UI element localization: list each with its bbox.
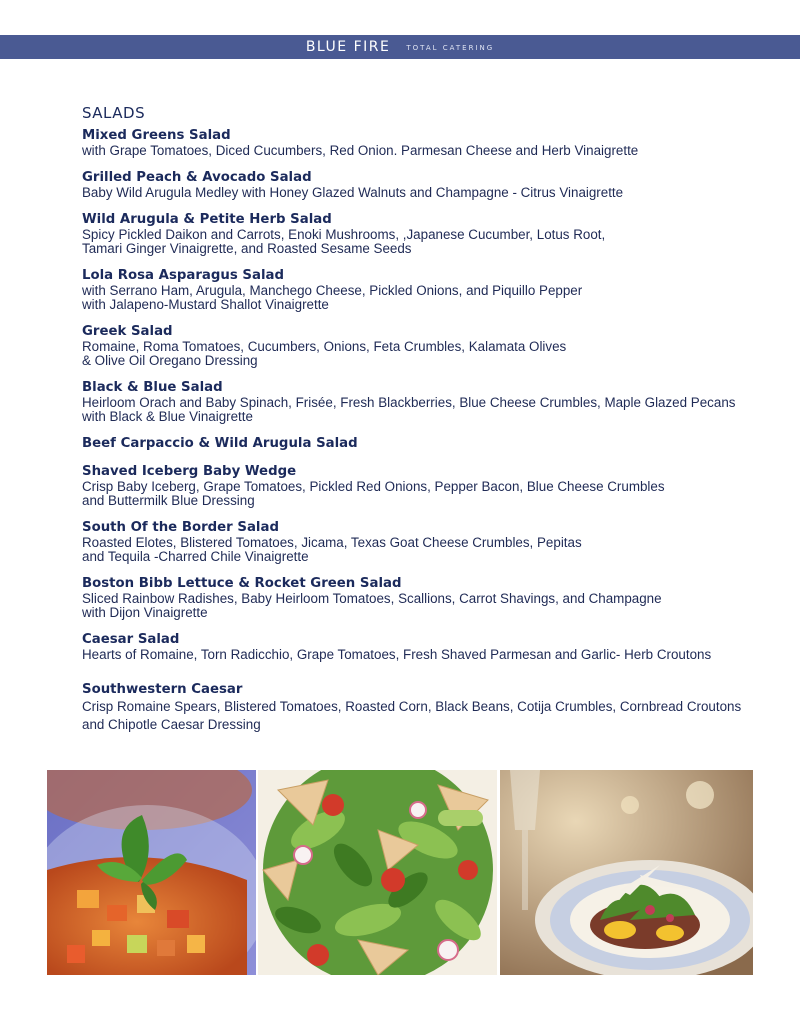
- menu-item: [82, 436, 742, 452]
- menu-item: [82, 520, 742, 564]
- item-description-line: and Buttermilk Blue Dressing: [82, 493, 255, 508]
- item-description: [82, 284, 742, 312]
- brand-tagline: TOTAL CATERING: [406, 43, 495, 52]
- item-name: Caesar Salad: [82, 632, 180, 647]
- item-description-line: with Serrano Ham, Arugula, Manchego Cheese, Pickled Onions, and Piquillo Pepper: [82, 283, 583, 298]
- header-bar: [0, 35, 800, 59]
- gazpacho-photo: [47, 770, 256, 975]
- item-description: [82, 592, 742, 620]
- item-description-line: & Olive Oil Oregano Dressing: [82, 353, 258, 368]
- item-description: [82, 536, 742, 564]
- menu-item: [82, 212, 742, 256]
- item-name: Greek Salad: [82, 324, 173, 339]
- menu-item: [82, 632, 742, 662]
- item-name: Lola Rosa Asparagus Salad: [82, 268, 285, 283]
- item-name: Black & Blue Salad: [82, 380, 223, 395]
- green-salad-photo: [258, 770, 497, 975]
- item-description: [82, 186, 742, 200]
- item-description: [82, 340, 742, 368]
- item-description: [82, 228, 742, 256]
- item-description-line: Tamari Ginger Vinaigrette, and Roasted Sesame Seeds: [82, 241, 412, 256]
- item-name: Mixed Greens Salad: [82, 128, 231, 143]
- plated-salad-photo: [500, 770, 753, 975]
- item-name: South Of the Border Salad: [82, 520, 279, 535]
- menu-item: [82, 464, 742, 508]
- item-description-line: Romaine, Roma Tomatoes, Cucumbers, Onions, Feta Crumbles, Kalamata Olives: [82, 339, 567, 354]
- item-description: [82, 480, 742, 508]
- item-description-line: with Dijon Vinaigrette: [82, 605, 208, 620]
- item-name: Shaved Iceberg Baby Wedge: [82, 464, 297, 479]
- item-description-line: and Tequila -Charred Chile Vinaigrette: [82, 549, 309, 564]
- brand-name: BLUE FIRE: [305, 39, 391, 55]
- menu-item: [82, 324, 742, 368]
- item-description-line: with Jalapeno-Mustard Shallot Vinaigrette: [82, 297, 329, 312]
- item-name: Wild Arugula & Petite Herb Salad: [82, 212, 332, 227]
- item-description-line: Baby Wild Arugula Medley with Honey Glazed Walnuts and Champagne - Citrus Vinaigrette: [82, 185, 624, 200]
- menu-item: [82, 170, 742, 200]
- item-description-line: Hearts of Romaine, Torn Radicchio, Grape Tomatoes, Fresh Shaved Parmesan and Garlic- Herb Croutons: [82, 647, 712, 662]
- menu-item: [82, 682, 742, 734]
- item-description: [82, 144, 742, 158]
- item-description-line: Heirloom Orach and Baby Spinach, Frisée, Fresh Blackberries, Blue Cheese Crumbles, Maple Glazed Pecans: [82, 395, 736, 410]
- item-name: Beef Carpaccio & Wild Arugula Salad: [82, 436, 358, 451]
- item-name: Southwestern Caesar: [82, 682, 243, 697]
- menu-item: [82, 380, 742, 424]
- section-title: SALADS: [82, 104, 146, 122]
- item-description-line: Spicy Pickled Daikon and Carrots, Enoki Mushrooms, ,Japanese Cucumber, Lotus Root,: [82, 227, 606, 242]
- item-description-line: and Chipotle Caesar Dressing: [82, 717, 261, 732]
- menu-item: [82, 128, 742, 158]
- menu-item: [82, 268, 742, 312]
- item-description-line: with Grape Tomatoes, Diced Cucumbers, Red Onion. Parmesan Cheese and Herb Vinaigrette: [82, 143, 639, 158]
- item-description-line: Roasted Elotes, Blistered Tomatoes, Jicama, Texas Goat Cheese Crumbles, Pepitas: [82, 535, 582, 550]
- item-name: Grilled Peach & Avocado Salad: [82, 170, 312, 185]
- item-name: Boston Bibb Lettuce & Rocket Green Salad: [82, 576, 402, 591]
- item-description: [82, 648, 742, 662]
- item-description: [82, 396, 742, 424]
- item-description-line: with Black & Blue Vinaigrette: [82, 409, 253, 424]
- menu-item: [82, 576, 742, 620]
- item-description-line: Crisp Baby Iceberg, Grape Tomatoes, Pickled Red Onions, Pepper Bacon, Blue Cheese Crumbles: [82, 479, 665, 494]
- item-description-line: Crisp Romaine Spears, Blistered Tomatoes, Roasted Corn, Black Beans, Cotija Crumbles, Cornbread Croutons: [82, 699, 742, 714]
- item-description-line: Sliced Rainbow Radishes, Baby Heirloom Tomatoes, Scallions, Carrot Shavings, and Champagne: [82, 591, 662, 606]
- item-description: [82, 698, 742, 734]
